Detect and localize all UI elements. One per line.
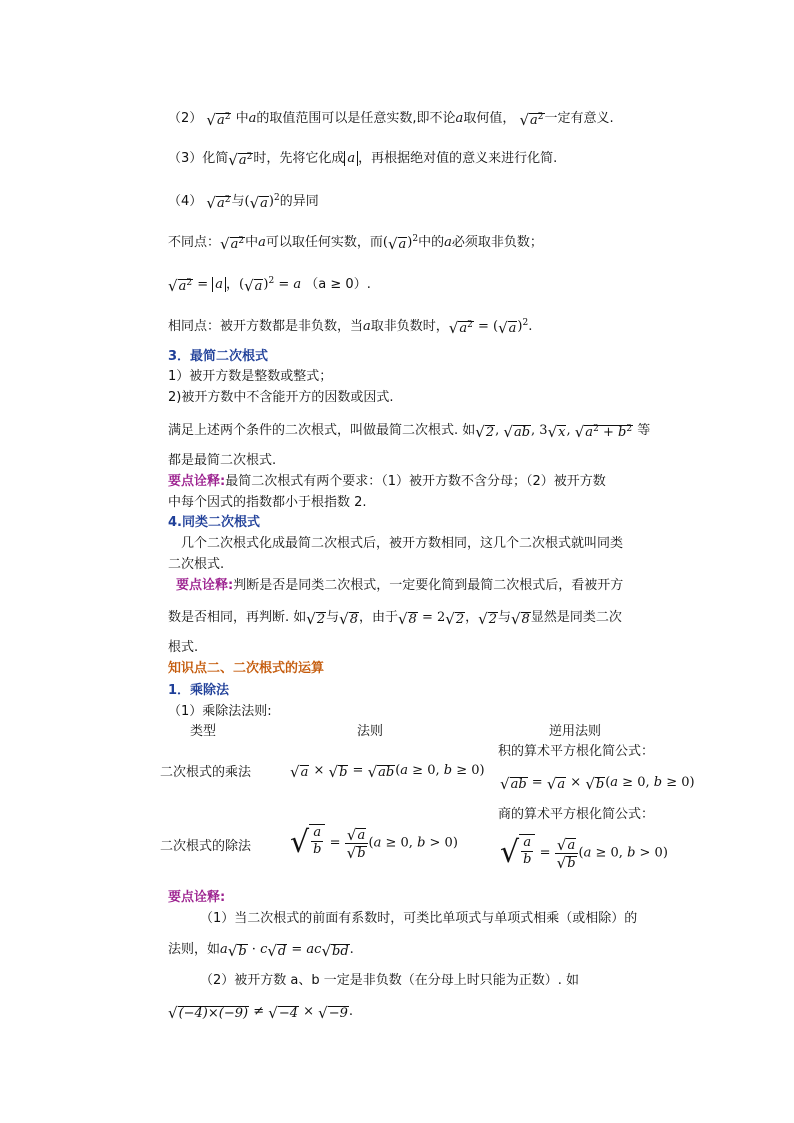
text: 取何值， (463, 111, 516, 126)
formula-abs-a: a (344, 151, 358, 166)
var-a: a (258, 235, 266, 250)
sqrt-8: √ 8 (510, 610, 530, 628)
example-radicals: √ 2 , √ ab , 3 √ x , √ $a^2 + b^2$ (475, 423, 633, 441)
sqrt-2: √ 2 (478, 610, 497, 628)
text: 的取值范围可以是任意实数,即不论 (256, 111, 456, 126)
row2-rule: √ $\frac{a}{b}$ = √ a √ b (a ≥ 0, b > 0) (290, 825, 458, 862)
formula-sqrt-a2: √ $a^2$ (519, 111, 544, 129)
text: 判断是否是同类二次根式，一定要化简到最简二次根式后，看被开方 (233, 578, 624, 593)
text: 的异同 (279, 194, 319, 209)
text: 法则，如 (168, 942, 221, 957)
var-a: a (248, 111, 257, 126)
formula-sqrt-a-squared: ( √ a )$^2$ (244, 193, 280, 212)
item-2 (168, 110, 614, 128)
text: 取非负数时， (370, 319, 449, 334)
equation-line (168, 276, 371, 294)
col-rev: 逆用法则 (549, 724, 602, 739)
text: ，再根据绝对值的意义来进行化简. (358, 151, 558, 166)
text: 显然是同类二次 (530, 610, 622, 625)
key-label: 要点诠释: (168, 474, 226, 489)
row1-rev: √ ab = √ a × √ b (a ≥ 0, b ≥ 0) (500, 775, 695, 793)
definition-line-2: 都是最简二次根式. (168, 453, 277, 468)
text: 时，先将它化成 (253, 151, 345, 166)
text: 中 (245, 235, 259, 250)
text: 等 (637, 423, 651, 438)
row2-type: 二次根式的除法 (160, 839, 252, 854)
var-a: a (444, 235, 452, 250)
formula-coef: a √ b · c √ d = ac √ bd . (220, 942, 354, 960)
text: 一定有意义. (544, 111, 614, 126)
formula-neg: √ (−4)×(−9) ≠ √ −4 × √ −9 . (168, 1004, 354, 1022)
sqrt-8: √ 8 (339, 610, 358, 628)
key-point-3-cont: 中每个因式的指数都小于根指数 2. (168, 495, 367, 510)
kp2-rule: （1）乘除法法则: (168, 704, 272, 719)
kp2-key: 要点诠释: (168, 890, 226, 905)
kp2-note2: （2）被开方数 a、b 一定是非负数（在分母上时只能为正数）. 如 (200, 973, 580, 988)
sec4-p2: 二次根式. (168, 557, 225, 572)
text: ， (465, 610, 479, 625)
same-line (168, 318, 532, 336)
text: 满足上述两个条件的二次根式，叫做最简二次根式. 如 (168, 423, 476, 438)
text: 最简二次根式有两个要求：（1）被开方数不含分母；（2）被开方数 (225, 474, 606, 489)
item-number: （4） (168, 194, 203, 209)
row2-rev: √ $\frac{a}{b}$ = √ a √ b (a ≥ 0, b > 0) (500, 835, 668, 872)
text: 数是否相同，再判断. 如 (168, 610, 307, 625)
sec4-p1: 几个二次根式化成最简二次根式后，被开方数相同，这几个二次根式就叫同类 (168, 536, 624, 551)
text: 与 (497, 610, 511, 625)
key-point-3 (168, 473, 606, 491)
formula-eq: √ $a^2$ = ( √ a )$^2$. (448, 318, 533, 337)
var-a: a (455, 111, 464, 126)
text: 不同点： (168, 235, 221, 250)
item-number: （2） (168, 111, 203, 126)
row1-rule: √ a × √ b = √ ab (a ≥ 0, b ≥ 0) (290, 763, 485, 781)
condition-note: （a ≥ 0）. (305, 277, 371, 292)
item-3 (168, 150, 557, 168)
formula-eq: √ $a^2$ = a ，( √ a )$^2$ = a (168, 276, 302, 295)
formula-sqrt-a2: √ $a^2$ (206, 194, 231, 212)
key-label: 要点诠释: (176, 578, 234, 593)
var-a: a (363, 319, 371, 334)
text: 中 (235, 111, 249, 126)
section-4-title: 4.同类二次根式 (168, 515, 260, 530)
difference-line (168, 234, 543, 252)
text: 与 (231, 194, 245, 209)
item-4 (168, 193, 319, 211)
section-3-title: 3．最简二次根式 (168, 349, 269, 364)
kp2-note1: （1）当二次根式的前面有系数时，可类比单项式与单项式相乘（或相除）的 (200, 911, 638, 926)
definition-line (168, 422, 650, 440)
text: ，由于 (358, 610, 398, 625)
row1-type: 二次根式的乘法 (160, 765, 252, 780)
text: 与 (326, 610, 340, 625)
text: （3）化简 (168, 151, 229, 166)
formula-sqrt-a2: √ $a^2$ (206, 111, 231, 129)
kp2-note1-b (168, 941, 354, 959)
col-type: 类型 (190, 724, 217, 739)
condition-2: 2)被开方数中不含能开方的因数或因式. (168, 390, 394, 405)
row2-rev-title: 商的算术平方根化简公式： (498, 807, 655, 822)
sqrt-2: √ 2 (306, 610, 326, 628)
key-point-4-end: 根式. (168, 640, 199, 655)
text: 可以取任何实数，而 (265, 235, 383, 250)
formula-sqrt-a2: √ $a^2$ (228, 151, 253, 169)
formula-sqrt-a2: √ $a^2$ (220, 235, 245, 253)
kp2-title: 知识点二、二次根式的运算 (168, 661, 325, 676)
kp2-s1: 1．乘除法 (168, 683, 230, 698)
formula-sqrt-a-squared: ( √ a )$^2$ (382, 234, 419, 253)
key-point-4 (168, 577, 623, 595)
key-point-4-example (168, 609, 622, 627)
formula-sqrt8: √ 8 = 2 √ 2 (397, 610, 465, 628)
col-rule: 法则 (357, 724, 384, 739)
condition-1: 1）被开方数是整数或整式； (168, 369, 333, 384)
text: 相同点：被开方数都是非负数，当 (168, 319, 364, 334)
text: 必须取非负数； (451, 235, 543, 250)
text: 中的 (418, 235, 445, 250)
row1-rev-title: 积的算术平方根化简公式： (498, 744, 655, 759)
